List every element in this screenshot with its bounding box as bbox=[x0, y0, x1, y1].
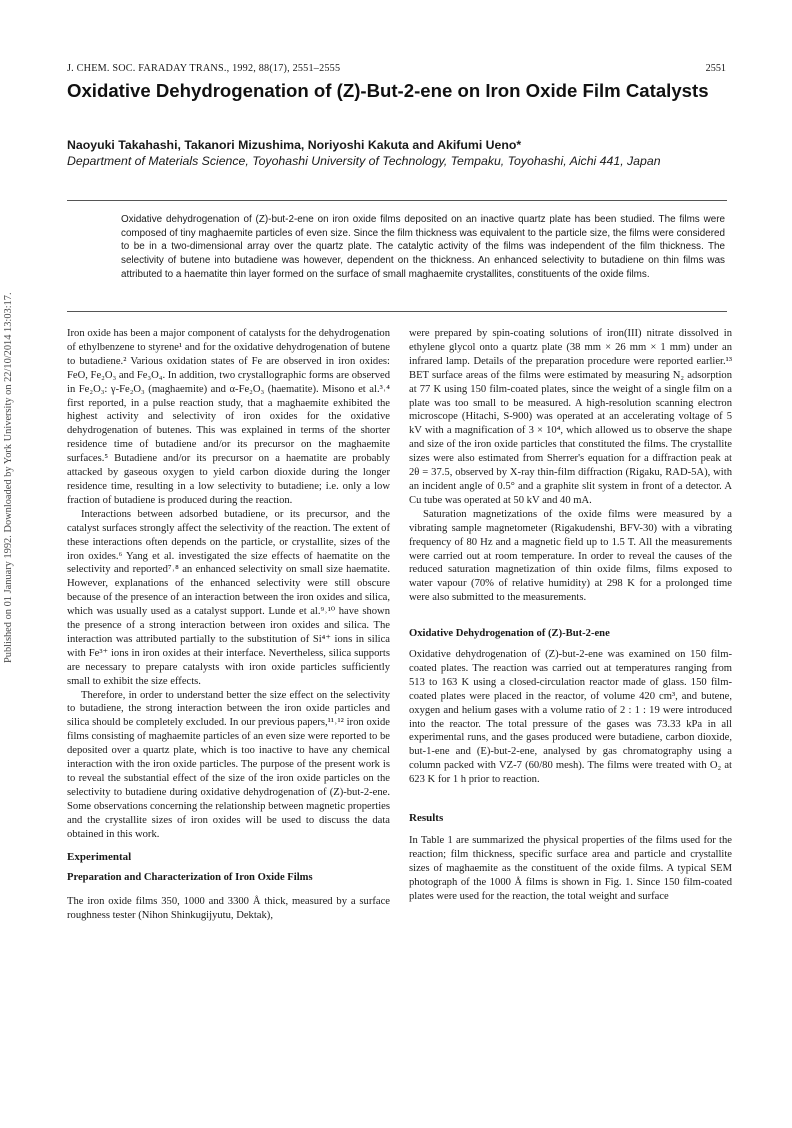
left-paragraph-2: Interactions between adsorbed butadiene, or its precursor, and the catalyst surfaces strongly affect the selectivity of the reaction. The extent of these interactions often depends on the particle, or crystallite, sizes of the iron oxides.⁶ Yang et al. investigated the size effects of haematite on the selectivity and reported⁷˒⁸ an enhanced selectivity on small size haematite. However, explanations of the enhanced selectivity were still obscure because of the presence of an interaction between the iron oxides and silica, which was usually used as a catalyst support. Lunde et al.⁹˒¹⁰ have shown the presence of a strong interaction between iron oxides and silica. The interaction was attributed partially to the substitution of Si⁴⁺ ions in silica with Fe³⁺ ions in iron oxides at their interface. Nevertheless, silica supports are necessary to prepare catalysts with iron oxide particles sufficiently small to exhibit the size effects. bbox=[67, 508, 390, 687]
top-rule bbox=[67, 200, 727, 201]
page-number: 2551 bbox=[705, 63, 726, 74]
heading-preparation: Preparation and Characterization of Iron Oxide Films bbox=[67, 872, 313, 884]
heading-experimental: Experimental bbox=[67, 850, 132, 863]
heading-results: Results bbox=[409, 812, 444, 825]
right-paragraph-2: Saturation magnetizations of the oxide films were measured by a vibrating sample magnetometer (Rigakudenshi, BFV-30) with a vibrating frequency of 80 Hz and a magnetic field up to 1.5 T. All the measurements were carried out at room temperature. In order to reveal the causes of the reduced saturation magnetization of thin oxide films, films exposed to water vapour (70% of relative humidity) at 298 K for a prolonged time were also submitted to the measurements. bbox=[409, 508, 732, 604]
abstract-rule bbox=[67, 311, 727, 312]
left-paragraph-4: The iron oxide films 350, 1000 and 3300 Å thick, measured by a surface roughness tester (Nihon Shinkugijyutu, Dektak), bbox=[67, 896, 390, 922]
article-title: Oxidative Dehydrogenation of (Z)-But-2-ene on Iron Oxide Film Catalysts bbox=[67, 80, 709, 101]
right-column bbox=[409, 327, 732, 904]
journal-citation: J. CHEM. SOC. FARADAY TRANS., 1992, 88(17), 2551–2555 bbox=[67, 63, 341, 74]
right-paragraph-1: were prepared by spin-coating solutions of iron(III) nitrate dissolved in ethylene glycol onto a quartz plate (38 mm × 26 mm × 1 mm) under an infrared lamp. Details of the preparation procedure were reported earlier.¹³ BET surface areas of the films were estimated by measuring N₂ adsorption at 77 K using 150 film-coated plates, since the weight of a single film on a plate was too small to be measured. A high-resolution scanning electron microscope (Hitachi, S-900) was operated at an accelerating voltage of 5 kV with a magnification of 3 × 10⁴, which allowed us to observe the shape and size of the iron oxide particles that constituted the films. The crystallite sizes were also estimated from Sherrer's equation for a diffraction peak at 2θ = 37.5, observed by X-ray thin-film diffraction (Rigaku, RAD-5A), with an incident angle of 0.5° and a graphite slit system in front of a detector. A Cu tube was operated at 50 kV and 40 mA. bbox=[409, 328, 732, 506]
heading-oxidative-dehydrogenation: Oxidative Dehydrogenation of (Z)-But-2-ene bbox=[409, 628, 610, 640]
abstract: Oxidative dehydrogenation of (Z)-but-2-ene on iron oxide films deposited on an inactive quartz plate has been studied. The films were composed of tiny maghaemite particles of even size. Since the film thickness was equivalent to the particle size, the films were considered to be in a two-dimensional array over the quartz plate. The catalytic activity of the films was independent of the film thickness. The selectivity of butene into butadiene was however, dependent on the thickness. An enhanced selectivity to butadiene on thin films was attributed to a haematite thin layer formed on the surface of small maghaemite crystallites, constituents of the oxide films. bbox=[121, 214, 725, 280]
author-list: Naoyuki Takahashi, Takanori Mizushima, Noriyoshi Kakuta and Akifumi Ueno* bbox=[67, 138, 522, 152]
download-watermark bbox=[3, 268, 17, 663]
right-paragraph-3: Oxidative dehydrogenation of (Z)-but-2-ene was examined on 150 film-coated plates. The reaction was carried out at temperatures ranging from 513 to 163 K using a closed-circulation reactor made of glass. 150 film-coated plates were placed in the reactor, of volume 420 cm³, and butene, oxygen and helium gases with a volume ratio of 2 : 1 : 19 were introduced into the reactor. The total pressure of the gases was 73.33 kPa in all experimental runs, and the gases produced were butadiene, carbon dioxide, but-1-ene and (E)-but-2-ene, analysed by gas chromatography using a column packed with VZ-7 (60/80 mesh). The films were treated with O₂ at 623 K for 1 h prior to reaction. bbox=[409, 649, 732, 786]
left-column bbox=[67, 327, 390, 923]
affiliation: Department of Materials Science, Toyohashi University of Technology, Tempaku, Toyohashi, Aichi 441, Japan bbox=[67, 154, 661, 168]
left-paragraph-1: Iron oxide has been a major component of catalysts for the dehydrogenation of ethylbenzene to styrene¹ and for the oxidative dehydrogenation of butene to butadiene.² Various oxidation states of Fe are observed in iron oxides: FeO, Fe₂O₃ and Fe₃O₄. In addition, two crystallographic forms are observed in Fe₂O₃: γ-Fe₂O₃ (maghaemite) and α-Fe₂O₃ (haematite). Misono et al.³˒⁴ first reported, in a pulse reaction study, that a maghaemite exhibited the highest activity and selectivity of iron oxides for the oxidative dehydrogenation of butenes. This was explained in terms of the shorter residence time of butadiene and/or its precursor on the maghaemite surfaces.⁵ Butadiene and/or its precursor on a haematite are probably attacked by gaseous oxygen to yield carbon dioxide during the longer residence time, resulting in a low selectivity to butadiene; i.e. only a low fraction of butadiene is produced during the reaction. bbox=[67, 328, 390, 506]
left-paragraph-3: Therefore, in order to understand better the size effect on the selectivity to butadiene, the strong interaction between the iron oxide particles and silica should be completely excluded. In our previous papers,¹¹˒¹² iron oxide films consisting of maghaemite particles of an even size were reported to be deposited over a quartz plate, which is too inactive to have any chemical interaction with the iron oxide particles. The purpose of the present work is to reveal the substantial effect of the size of the iron oxide particles on the selectivity to butadiene during oxidative dehydrogenation of (Z)-but-2-ene. Some observations concerning the relationship between magnetic properties and the crystallite sizes of iron oxides will be used to discuss the data obtained in this work. bbox=[67, 689, 390, 840]
download-watermark-text: Published on 01 January 1992. Downloaded by York University on 22/10/2014 13:03:17. bbox=[3, 292, 14, 663]
right-paragraph-4: In Table 1 are summarized the physical properties of the films used for the reaction; film thickness, specific surface area and particle and crystallite sizes of maghaemite as the constituent of the oxide films. A typical SEM photograph of the 1000 Å films is shown in Fig. 1. Since 150 film-coated plates were used for the reaction, the total weight and surface bbox=[409, 835, 732, 902]
